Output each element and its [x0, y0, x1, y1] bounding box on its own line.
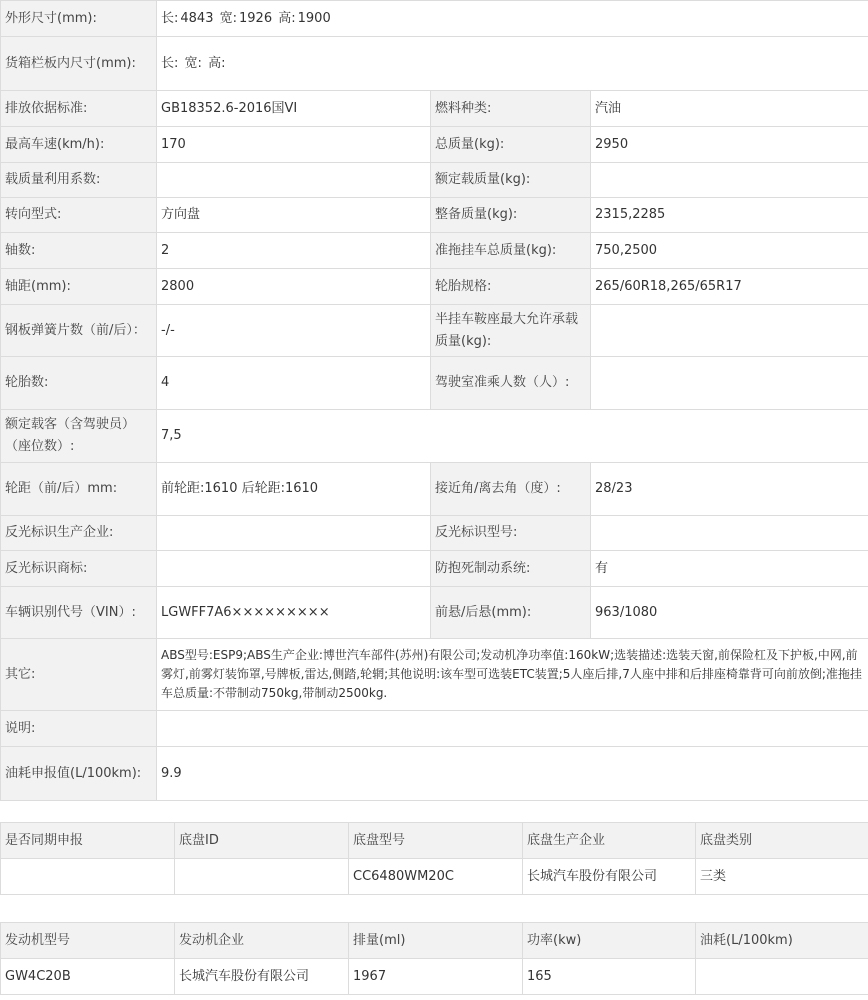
engine-header-fuel: 油耗(L/100km): [696, 923, 868, 959]
other-value: ABS型号:ESP9;ABS生产企业:博世汽车部件(苏州)有限公司;发动机净功率值:160kW;选装描述:选装天窗,前保险杠及下护板,中网,前雾灯,前雾灯装饰罩,号牌板,雷达,侧踏,轮辋;其他说明:该车型可选装ETC装置;5人座后排,7人座中排和后排座椅靠背可向前放倒;准拖挂车总质量:不带制动750kg,带制动2500kg.: [157, 639, 868, 711]
chassis-table: [0, 822, 868, 895]
trailer-value: 750,2500: [591, 233, 868, 269]
total-mass-label: 总质量(kg):: [431, 127, 591, 163]
note-value: [157, 711, 868, 747]
row-emission: [1, 91, 868, 127]
abs-value: 有: [591, 551, 868, 587]
row-wheelbase: [1, 269, 868, 305]
chassis-header-model: 底盘型号: [349, 823, 523, 859]
fuel-cons-label: 油耗申报值(L/100km):: [1, 747, 157, 801]
cargo-w-label: 宽:: [184, 55, 202, 71]
engine-power: 165: [523, 959, 696, 995]
reflect-model-label: 反光标识型号:: [431, 516, 591, 551]
chassis-id: [175, 859, 349, 895]
row-load: [1, 163, 868, 198]
engine-header-model: 发动机型号: [1, 923, 175, 959]
curb-label: 整备质量(kg):: [431, 198, 591, 233]
engine-fuel: [696, 959, 868, 995]
engine-header-displacement: 排量(ml): [349, 923, 523, 959]
row-axles: [1, 233, 868, 269]
vin-value: LGWFF7A6×××××××××: [157, 587, 431, 639]
vin-label: 车辆识别代号（VIN）:: [1, 587, 157, 639]
cargo-h-label: 高:: [208, 55, 226, 71]
dims-w: 1926: [239, 10, 273, 26]
row-vin: [1, 587, 868, 639]
engine-maker: 长城汽车股份有限公司: [175, 959, 349, 995]
load-util-value: [157, 163, 431, 198]
passengers-value: 7,5: [157, 410, 868, 463]
rated-load-label: 额定载质量(kg):: [431, 163, 591, 198]
chassis-row: [1, 859, 868, 895]
cab-label: 驾驶室准乘人数（人）:: [431, 357, 591, 410]
max-speed-label: 最高车速(km/h):: [1, 127, 157, 163]
engine-row: [1, 959, 868, 995]
wheelbase-value: 2800: [157, 269, 431, 305]
passengers-label: 额定载客（含驾驶员）（座位数）:: [1, 410, 157, 463]
saddle-label: 半挂车鞍座最大允许承载质量(kg):: [431, 305, 591, 357]
dims-l: 4843: [180, 10, 214, 26]
engine-displacement: 1967: [349, 959, 523, 995]
row-other: [1, 639, 868, 711]
cargo-l-label: 长:: [161, 55, 179, 71]
load-util-label: 载质量利用系数:: [1, 163, 157, 198]
cargo-label: 货箱栏板内尺寸(mm):: [1, 37, 157, 91]
row-steering: [1, 198, 868, 233]
chassis-sync: [1, 859, 175, 895]
steering-value: 方向盘: [157, 198, 431, 233]
tire-spec-label: 轮胎规格:: [431, 269, 591, 305]
track-label: 轮距（前/后）mm:: [1, 463, 157, 516]
row-reflect-brand: [1, 551, 868, 587]
dims-h-label: 高:: [278, 10, 296, 26]
reflect-model-value: [591, 516, 868, 551]
chassis-header-row: [1, 823, 868, 859]
dims-l-label: 长:: [161, 10, 179, 26]
reflect-co-label: 反光标识生产企业:: [1, 516, 157, 551]
tires-label: 轮胎数:: [1, 357, 157, 410]
chassis-header-maker: 底盘生产企业: [523, 823, 696, 859]
cargo-value: [157, 37, 868, 91]
engine-model: GW4C20B: [1, 959, 175, 995]
tire-spec-value: 265/60R18,265/65R17: [591, 269, 868, 305]
wheelbase-label: 轴距(mm):: [1, 269, 157, 305]
leaf-label: 钢板弹簧片数（前/后）：: [1, 305, 157, 357]
tires-value: 4: [157, 357, 431, 410]
engine-header-power: 功率(kw): [523, 923, 696, 959]
row-leaf: [1, 305, 868, 357]
fuel-cons-value: 9.9: [157, 747, 868, 801]
max-speed-value: 170: [157, 127, 431, 163]
row-passengers: [1, 410, 868, 463]
cab-value: [591, 357, 868, 410]
row-note: [1, 711, 868, 747]
other-label: 其它:: [1, 639, 157, 711]
row-track: [1, 463, 868, 516]
fuel-label: 燃料种类:: [431, 91, 591, 127]
steering-label: 转向型式:: [1, 198, 157, 233]
engine-table: [0, 922, 868, 995]
trailer-label: 准拖挂车总质量(kg):: [431, 233, 591, 269]
dims-value: [157, 1, 868, 37]
reflect-co-value: [157, 516, 431, 551]
emission-value: GB18352.6-2016国VI: [157, 91, 431, 127]
row-cargo: [1, 37, 868, 91]
emission-label: 排放依据标准:: [1, 91, 157, 127]
chassis-type: 三类: [696, 859, 868, 895]
row-reflect-co: [1, 516, 868, 551]
abs-label: 防抱死制动系统:: [431, 551, 591, 587]
engine-header-row: [1, 923, 868, 959]
dims-label: 外形尺寸(mm):: [1, 1, 157, 37]
rated-load-value: [591, 163, 868, 198]
engine-header-maker: 发动机企业: [175, 923, 349, 959]
leaf-value: -/-: [157, 305, 431, 357]
overhang-label: 前悬/后悬(mm):: [431, 587, 591, 639]
chassis-header-id: 底盘ID: [175, 823, 349, 859]
row-dimensions: [1, 1, 868, 37]
axles-label: 轴数:: [1, 233, 157, 269]
chassis-model: CC6480WM20C: [349, 859, 523, 895]
angle-label: 接近角/离去角（度）:: [431, 463, 591, 516]
axles-value: 2: [157, 233, 431, 269]
reflect-brand-value: [157, 551, 431, 587]
total-mass-value: 2950: [591, 127, 868, 163]
overhang-value: 963/1080: [591, 587, 868, 639]
row-speed: [1, 127, 868, 163]
chassis-header-sync: 是否同期申报: [1, 823, 175, 859]
row-fuel-cons: [1, 747, 868, 801]
chassis-header-type: 底盘类别: [696, 823, 868, 859]
reflect-brand-label: 反光标识商标:: [1, 551, 157, 587]
row-tires: [1, 357, 868, 410]
chassis-maker: 长城汽车股份有限公司: [523, 859, 696, 895]
saddle-value: [591, 305, 868, 357]
track-value: 前轮距:1610 后轮距:1610: [157, 463, 431, 516]
angle-value: 28/23: [591, 463, 868, 516]
curb-value: 2315,2285: [591, 198, 868, 233]
note-label: 说明:: [1, 711, 157, 747]
dims-w-label: 宽:: [219, 10, 238, 26]
fuel-value: 汽油: [591, 91, 868, 127]
dims-h: 1900: [297, 10, 331, 26]
